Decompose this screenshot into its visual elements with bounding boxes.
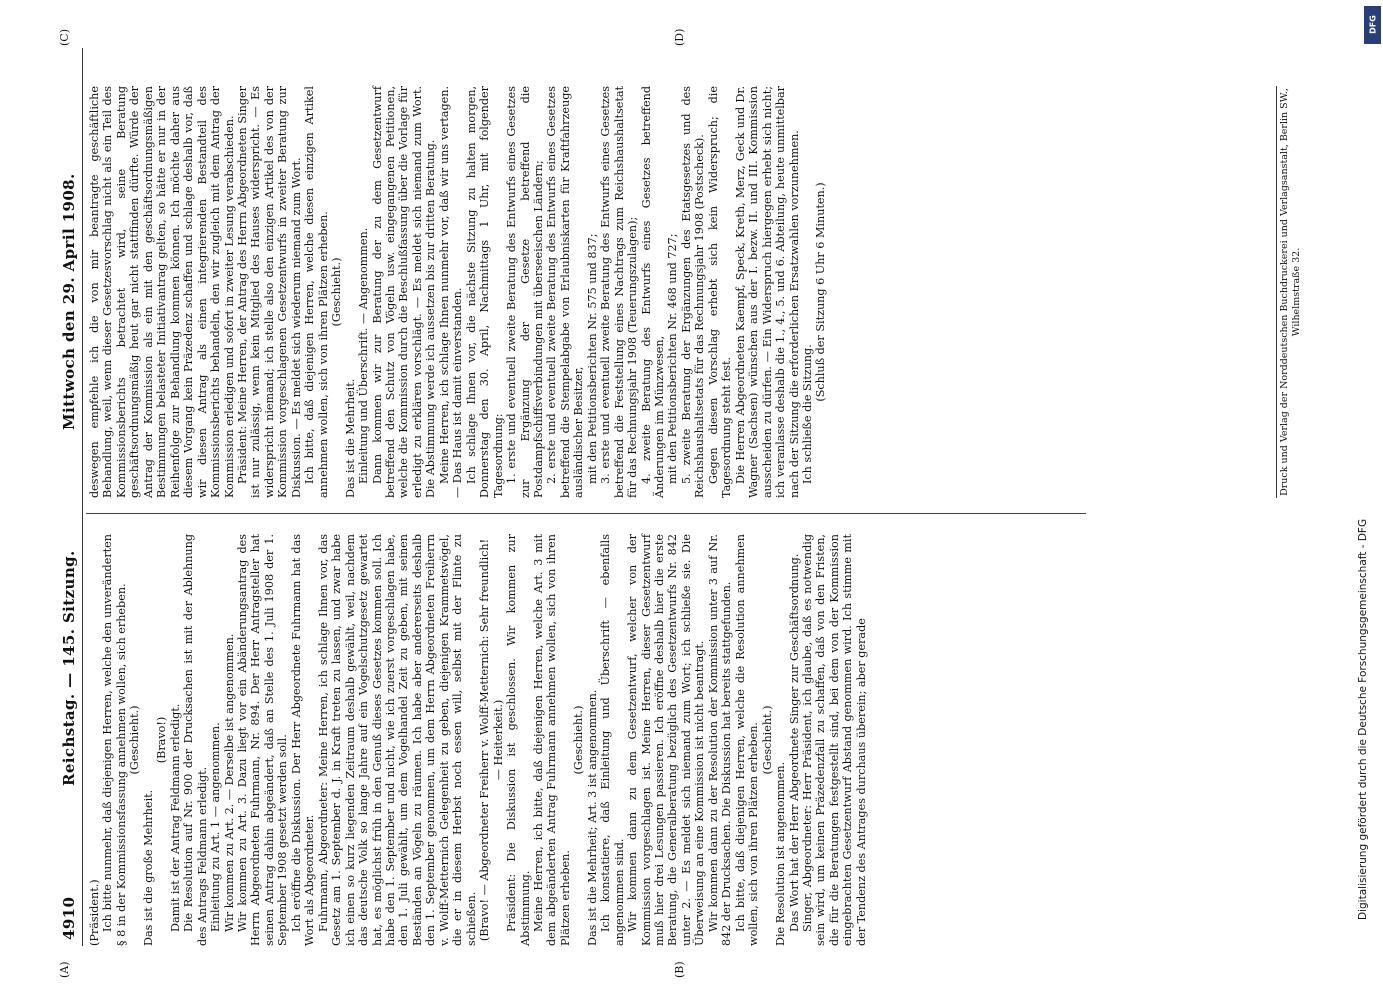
paragraph: Wir kommen zu Art. 3. Dazu liegt vor ein Abänderungsantrag des Herrn Abgeordneten Fuhrmann, Nr. 894. Der Herr Antragsteller hat seinen Antrag dahin abgeändert, daß an Stelle des 1. Juli 1908 der 1. September 1908 gesetzt werden soll. — [235, 534, 290, 946]
margin-marker-d: (D) — [673, 28, 686, 46]
digitization-credit — [1357, 0, 1377, 1000]
agenda-item: mit den Petitionsberichten Nr. 468 und 727; — [666, 233, 680, 484]
paragraph: Präsident: Die Diskussion ist geschlossen. Wir kommen zur Abstimmung. — [505, 534, 532, 946]
paragraph: Singer, Abgeordneter: Herr Präsident, ich glaube, daß es notwendig sein wird, um keinen Präzedenzfall zu schaffen, daß von den Fristen, die für die Beratungen festgestellt sind, bei dem von der Kommission eingebrachten Gesetzentwurf Abstand genommen wird. Ich stimme mit der Tendenz des Antrages durchaus überein; aber gerade — [801, 534, 868, 946]
paragraph: (Geschieht.) — [330, 257, 344, 327]
left-column — [88, 534, 868, 946]
paragraph: Die Herren Abgeordneten Kaempf, Speck, Kreth, Merz, Geck und Dr. Wagner (Sachsen) wünschen aus der I. bezw. II. und III. Kommission ausscheiden zu dürfen. — Ein Widerspruch hiergegen erhebt sich nicht; ich veranlasse deshalb die 1., 4., 5. und 6. Abteilung, heute unmittelbar nach der Sitzung die erforderlichen Ersatzwahlen vorzunehmen. — [733, 86, 801, 498]
paragraph: (Präsident.) — [88, 879, 101, 946]
paragraph: (Bravo! — Abgeordneter Freiherr v. Wolff-Metternich: Sehr freundlich! — Heiterkeit.) — [478, 538, 505, 942]
paragraph: Das Wort hat der Herr Abgeordnete Singer zur Geschäftsordnung. — [787, 553, 801, 932]
paragraph: Ich schließe die Sitzung. — [801, 344, 815, 484]
credit-text: Digitalisierung gefördert durch die Deutsche Forschungsgemeinschaft - DFG — [1357, 518, 1369, 920]
page-title: Reichstag. — 145. Sitzung. — [60, 550, 78, 786]
agenda-item: 4. zweite Beratung des Entwurfs eines Gesetzes betreffend Änderungen im Münzwesen, — [639, 86, 667, 498]
agenda-item: 5. zweite Beratung der Ergänzungen des Etatsgesetzes und des Reichshaushaltsetats für das Rechnungsjahr 1908 (Postscheck). — [679, 86, 707, 498]
column-rule — [86, 513, 1086, 514]
paragraph: Meine Herren, ich bitte, daß diejenigen Herren, welche Art. 3 mit dem abgeänderten Antrag Fuhrmann annehmen wollen, sich von ihren Plätzen erheben. — [531, 534, 572, 946]
agenda-item: mit den Petitionsberichten Nr. 575 und 837; — [585, 233, 599, 484]
paragraph: Ich bitte nunmehr, daß diejenigen Herren, welche den unveränderten § 8 in der Kommissionsfassung annehmen wollen, sich erheben. — [101, 534, 128, 946]
page-number: 4910 — [60, 896, 78, 940]
paragraph: Die Resolution auf Nr. 900 der Drucksachen ist mit der Ablehnung des Antrags Feldmann erledigt. — [182, 534, 209, 946]
margin-marker-b: (B) — [673, 961, 686, 978]
paragraph: (Geschieht.) — [760, 705, 774, 775]
paragraph: Gegen diesen Vorschlag erhebt sich kein Widerspruch; die Tagesordnung steht fest. — [706, 86, 734, 498]
paragraph: Das ist die Mehrheit; Art. 3 ist angenommen. — [585, 689, 599, 946]
paragraph: Das ist die Mehrheit. — [343, 378, 357, 498]
page-date: Mittwoch den 29. April 1908. — [60, 173, 78, 430]
paragraph: Wir kommen dann zu der Resolution der Kommission unter 3 auf Nr. 842 der Drucksachen. Die Diskussion hat bereits stattgefunden. — [706, 534, 734, 946]
paragraph: Fuhrmann, Abgeordneter: Meine Herren, ich schlage Ihnen vor, das Gesetz am 1. September d. J. in Kraft treten zu lassen, und zwar habe ich einen so kurz liegenden Zeitraum deshalb gewählt, weil, nachdem das deutsche Volk so lange Jahre auf ein Vogelschutzgesetz gewartet hat, es möglichst früh in den Genuß dieses Gesetzes kommen soll. Ich habe den 1. September und nicht, wie ich zuerst vorgeschlagen habe, den 1. Juli gewählt, um dem Vogelhandel Zeit zu geben, mit seinen Beständen an Vögeln zu räumen. Ich habe aber andererseits deshalb den 1. September genommen, um dem Herrn Abgeordneten Freiherrn v. Wolff-Metternich Gelegenheit zu geben, diejenigen Krammetsvögel, die er in diesem Herbst noch essen will, selbst mit der Flinte zu schießen. — [316, 534, 478, 946]
printer-imprint: Druck und Verlag der Norddeutschen Buchdruckerei und Verlagsanstalt, Berlin SW., Wilhelmstraße 32. — [1276, 86, 1303, 498]
paragraph: Präsident: Meine Herren, der Antrag des Herrn Abgeordneten Singer ist nur zulässig, wenn kein Mitglied des Hauses widerspricht. — Es widerspricht niemand; ich stelle also den einzigen Artikel des von der Kommission vorgeschlagenen Gesetzentwurfs in zweiter Beratung zur Diskussion. — Es meldet sich wiederum niemand zum Wort. — [235, 86, 303, 498]
right-column — [88, 86, 828, 498]
paragraph: Einleitung zu Art. 1 — angenommen. — [209, 722, 223, 932]
paragraph: Das ist die große Mehrheit. — [141, 789, 155, 946]
agenda-item: 1. erste und eventuell zweite Beratung des Entwurfs eines Gesetzes zur Ergänzung der Gesetze betreffend die Postdampfschiffsverbindungen mit überseeischen Ländern; — [505, 86, 545, 498]
dfg-logo-text: DFG — [1368, 15, 1378, 34]
dfg-logo — [1364, 6, 1381, 44]
agenda-item: 3. erste und eventuell zweite Beratung des Entwurfs eines Gesetzes betreffend die Feststellung eines Nachtrags zum Reichshaushaltsetat für das Rechnungsjahr 1908 (Teuerungszulagen); — [599, 86, 640, 498]
agenda-item: 2. erste und eventuell zweite Beratung des Entwurfs eines Gesetzes betreffend die Stempelabgabe von Erlaubniskarten für Kraftfahrzeuge ausländischer Besitzer, — [545, 86, 586, 498]
paragraph: Dann kommen wir zur Beratung der zu dem Gesetzentwurf betreffend den Schutz von Vögeln usw. eingegangenen Petitionen, welche die Kommission durch die Beschlußfassung über die Vorlage für erledigt zu erklären vorschlägt. — Es meldet sich niemand zum Wort. Die Abstimmung werde ich aussetzen bis zur dritten Beratung. — [370, 86, 438, 498]
page-header — [58, 48, 84, 946]
paragraph: Ich eröffne die Diskussion. Der Herr Abgeordnete Fuhrmann hat das Wort als Abgeordneter. — [289, 534, 317, 946]
paragraph: Wir kommen dann zu dem Gesetzentwurf, welcher von der Kommission vorgeschlagen ist. Meine Herren, dieser Gesetzentwurf muß hier drei Lesungen passieren. Ich eröffne deshalb hier die erste Beratung, die Generalberatung bezüglich des Gesetzentwurfs Nr. 842 unter 2. — Es meldet sich niemand zum Wort; ich schließe sie. Die Überweisung an eine Kommission ist nicht beantragt. — [626, 534, 707, 946]
margin-marker-c: (C) — [58, 29, 71, 46]
paragraph: Damit ist der Antrag Feldmann erledigt. — [168, 703, 182, 932]
paragraph: (Geschieht.) — [128, 705, 142, 775]
margin-marker-a: (A) — [58, 961, 71, 978]
paragraph: Ich bitte, daß diejenigen Herren, welche die Resolution annehmen wollen, sich von ihren Plätzen erheben. — [733, 534, 761, 946]
paragraph: Die Resolution ist angenommen. — [774, 761, 788, 946]
paragraph: (Schluß der Sitzung 6 Uhr 6 Minuten.) — [814, 182, 828, 402]
paragraph: Ich schlage Ihnen vor, die nächste Sitzung zu halten morgen, Donnerstag den 30. April, Nachmittags 1 Uhr, mit folgender Tagesordnung: — [464, 86, 505, 498]
rotated-page — [58, 28, 1320, 978]
paragraph: Wir kommen zu Art. 2. — Derselbe ist angenommen. — [222, 633, 236, 932]
paragraph: Ich bitte, daß diejenigen Herren, welche diesen einzigen Artikel annehmen wollen, sich von ihren Plätzen erheben. — [303, 86, 330, 498]
paragraph: Meine Herren, ich schlage Ihnen nunmehr vor, daß wir uns vertagen. — Das Haus ist damit einverstanden. — [437, 86, 465, 498]
paragraph: (Bravo!) — [155, 716, 169, 764]
paragraph: deswegen empfehle ich die von mir beantragte geschäftliche Behandlung, weil, wenn dieser Gesetzesvorschlag nicht als ein Teil des Kommissionsberichts betrachtet wird, seine Beratung geschäftsordnungsmäßig heut gar nicht stattfinden dürfte. Würde der Antrag der Kommission als ein mit den geschäftsordnungsmäßigen Bestimmungen belasteter Initiativantrag gelten, so hätte er nur in der Reihenfolge zur Behandlung kommen können. Ich möchte daher aus diesem Vorgang kein Präzedenz schaffen und schlage deshalb vor, daß wir diesen Antrag als einen integrierenden Bestandteil des Kommissionsberichts behandeln, den wir zugleich mit dem Antrag der Kommission erledigen und sofort in zweiter Lesung verabschieden. — [88, 86, 236, 498]
paragraph: (Geschieht.) — [572, 705, 586, 775]
paragraph: Ich konstatiere, daß Einleitung und Überschrift — ebenfalls angenommen sind. — [599, 534, 626, 946]
paragraph: Einleitung und Überschrift. — Angenommen. — [357, 227, 371, 484]
header-rule — [82, 48, 83, 946]
